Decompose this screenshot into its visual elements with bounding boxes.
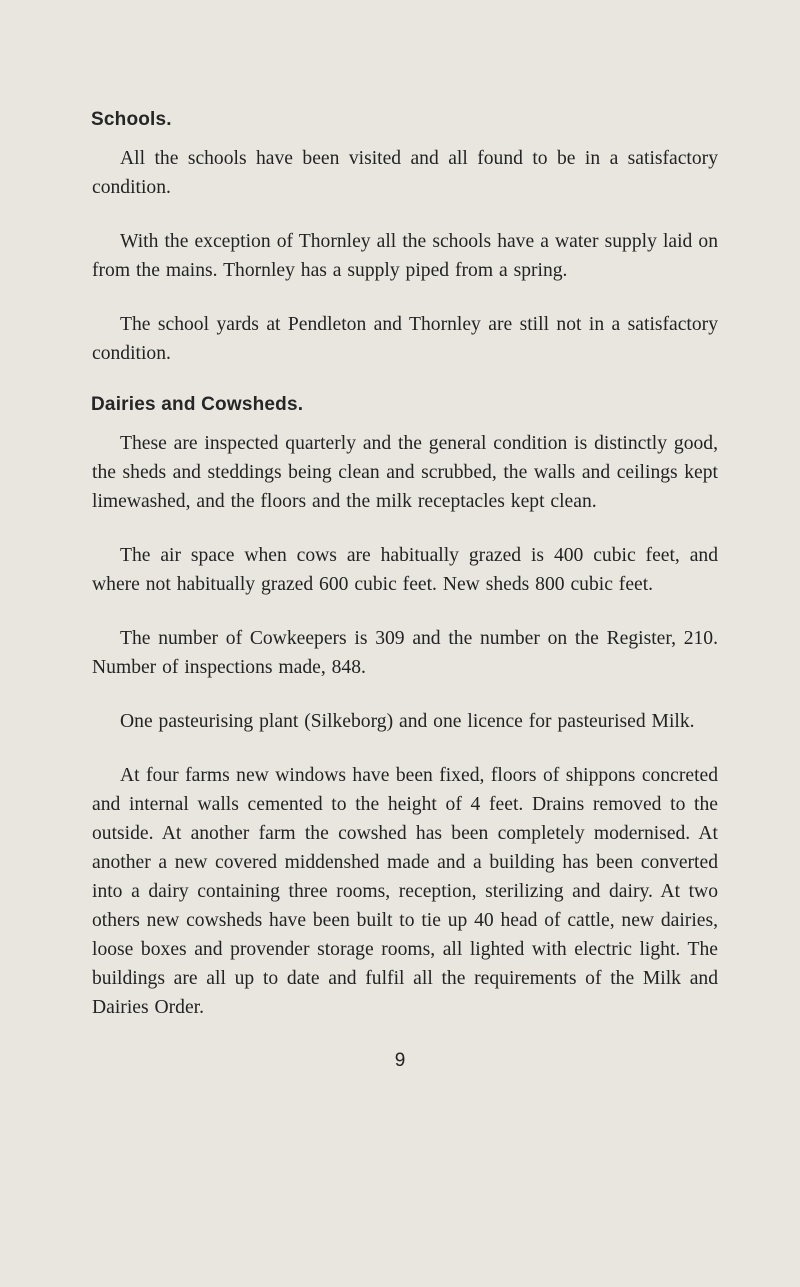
page-number: 9 xyxy=(394,1050,406,1071)
paragraph: All the schools have been visited and all found to be in a satisfactory condition. xyxy=(92,148,718,198)
paragraph: The school yards at Pendleton and Thornley are still not in a satisfactory condition. xyxy=(92,314,718,364)
paragraph: One pasteurising plant (Silkeborg) and one licence for pasteurised Milk. xyxy=(120,711,695,732)
section-dairies-and-cowsheds xyxy=(92,393,718,1022)
section-heading-schools: Schools. xyxy=(91,109,172,130)
paragraph: These are inspected quarterly and the general condition is distinctly good, the sheds and steddings being clean and scrubbed, the walls and ceilings kept limewashed, and the floors and the milk receptacles kept clean. xyxy=(92,433,718,512)
paragraph: The number of Cowkeepers is 309 and the number on the Register, 210. Number of inspections made, 848. xyxy=(92,628,718,678)
section-heading-dairies: Dairies and Cowsheds. xyxy=(91,394,304,415)
paragraph: The air space when cows are habitually grazed is 400 cubic feet, and where not habitually grazed 600 cubic feet. New sheds 800 cubic feet. xyxy=(92,545,718,595)
section-schools xyxy=(92,108,718,368)
document-page xyxy=(92,108,718,1022)
paragraph: With the exception of Thornley all the schools have a water supply laid on from the mains. Thornley has a supply piped from a spring. xyxy=(92,231,718,281)
paragraph: At four farms new windows have been fixed, floors of shippons concreted and internal walls cemented to the height of 4 feet. Drains removed to the outside. At another farm the cowshed has been completely modernised. At another a new covered middenshed made and a building has been converted into a dairy containing three rooms, reception, sterilizing and dairy. At two others new cowsheds have been built to tie up 40 head of cattle, new dairies, loose boxes and provender storage rooms, all lighted with electric light. The buildings are all up to date and fulfil all the requirements of the Milk and Dairies Order. xyxy=(92,765,718,1018)
